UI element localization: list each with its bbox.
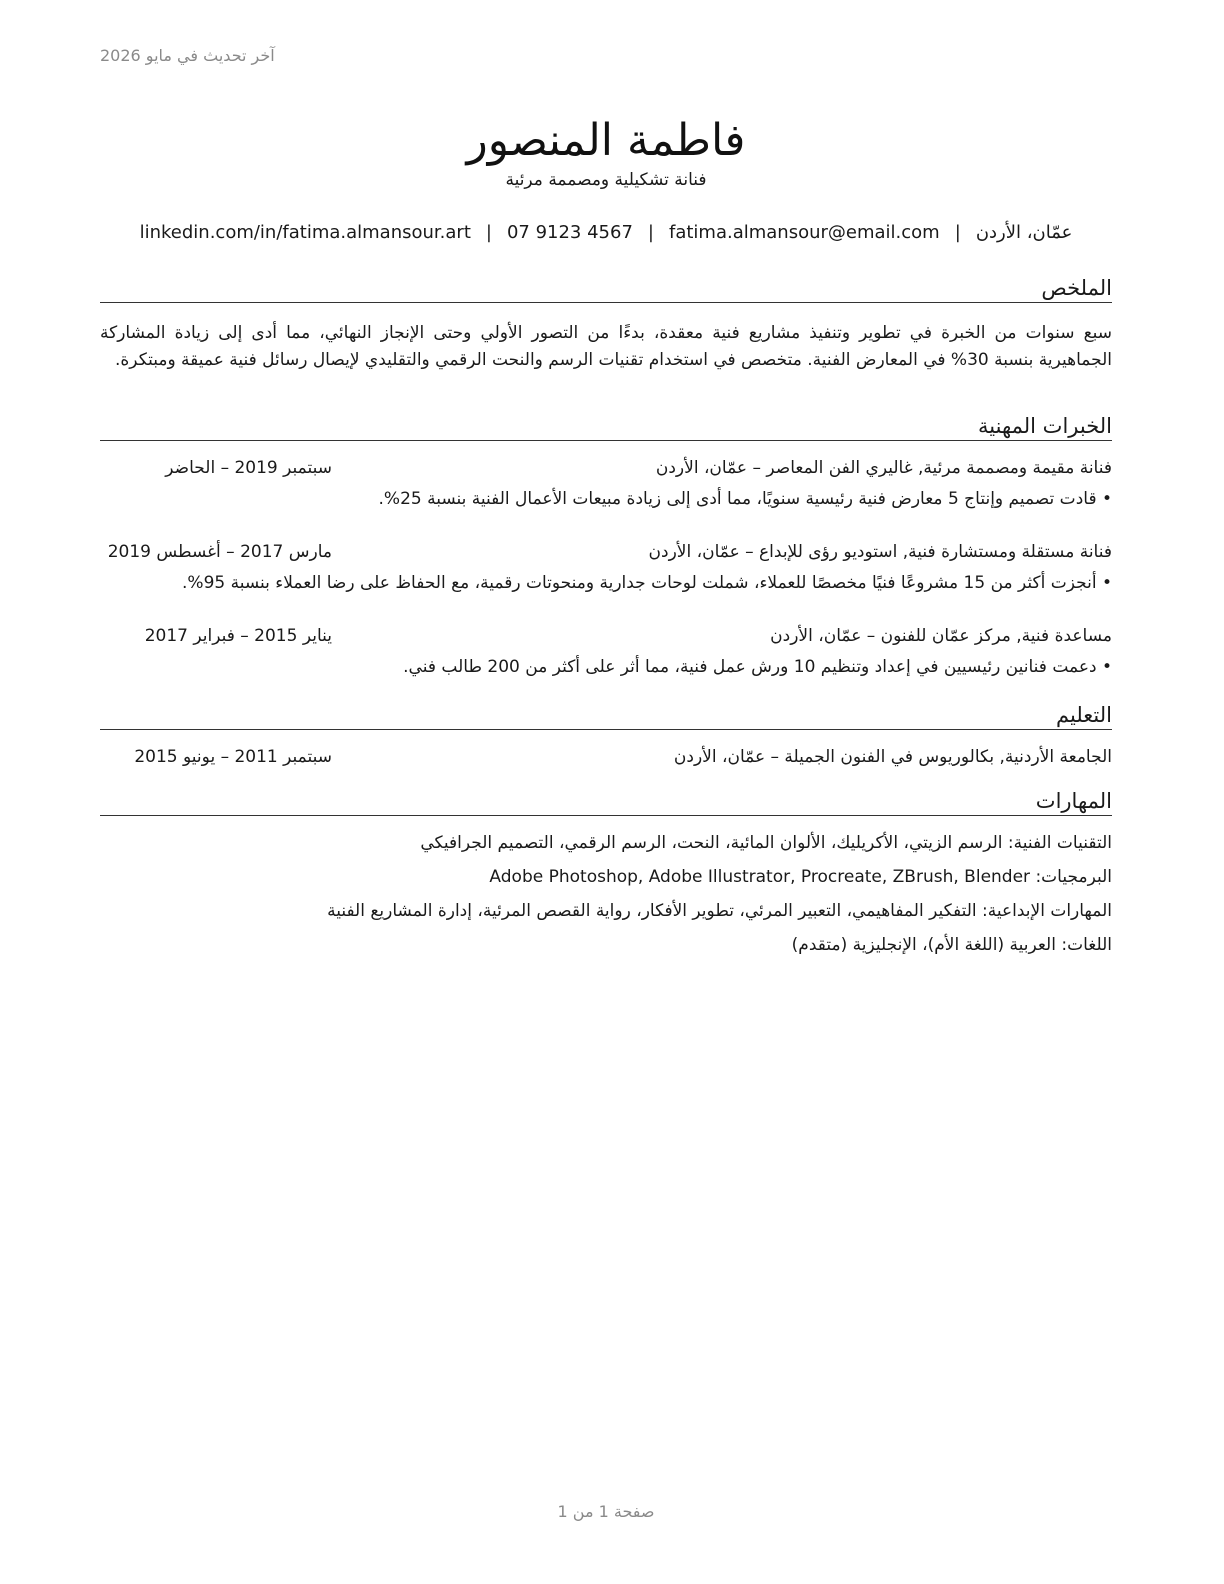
experience-role: فنانة مستقلة ومستشارة فنية, استوديو رؤى للإبداع – عمّان، الأردن: [648, 542, 1112, 562]
page-footer: صفحة 1 من 1: [557, 1502, 655, 1521]
person-name: فاطمة المنصور: [466, 115, 746, 167]
experience-bullet: • أنجزت أكثر من 15 مشروعًا فنيًا مخصصًا للعملاء، شملت لوحات جدارية ومنحوتات رقمية، مع الحفاظ على رضا العملاء بنسبة 95%.: [182, 573, 1112, 593]
section-title-education: التعليم: [100, 703, 1112, 730]
experience-dates: يناير 2015 – فبراير 2017: [144, 626, 332, 646]
contact-phone: 07 9123 4567: [506, 222, 633, 243]
contact-linkedin[interactable]: linkedin.com/in/fatima.almansour.art: [139, 222, 471, 243]
section-title-experience: الخبرات المهنية: [100, 414, 1112, 441]
skill-software-label: البرمجيات:: [1035, 867, 1112, 887]
experience-item: [100, 626, 1112, 654]
summary-text: سبع سنوات من الخبرة في تطوير وتنفيذ مشاريع فنية معقدة، بدءًا من التصور الأولي وحتى الإنجاز النهائي، مما أدى إلى زيادة المشاركة الجماهيرية بنسبة 30% في المعارض الفنية. متخصص في استخدام تقنيات الرسم والنحت الرقمي والتقليدي لإيصال رسائل فنية عميقة ومبتكرة.: [100, 323, 1112, 370]
experience-role: مساعدة فنية, مركز عمّان للفنون – عمّان، الأردن: [770, 626, 1112, 646]
experience-dates: سبتمبر 2019 – الحاضر: [165, 458, 332, 478]
experience-item: [100, 542, 1112, 570]
contact-location: عمّان، الأردن: [975, 222, 1073, 243]
experience-role: فنانة مقيمة ومصممة مرئية, غاليري الفن المعاصر – عمّان، الأردن: [655, 458, 1112, 478]
contact-email[interactable]: fatima.almansour@email.com: [669, 222, 940, 243]
section-title-summary: الملخص: [100, 276, 1112, 303]
section-title-skills: المهارات: [100, 789, 1112, 816]
education-item: [100, 747, 1112, 775]
last-updated: آخر تحديث في مايو 2026: [100, 46, 275, 65]
contact-separator: |: [485, 222, 492, 243]
skill-software-list: Adobe Photoshop, Adobe Illustrator, Procreate, ZBrush, Blender: [489, 867, 1031, 887]
contact-separator: |: [647, 222, 654, 243]
job-subtitle: فنانة تشكيلية ومصممة مرئية: [505, 170, 707, 190]
contact-separator: |: [954, 222, 961, 243]
skill-languages: اللغات: العربية (اللغة الأم)، الإنجليزية (متقدم): [791, 935, 1112, 955]
experience-bullet: • قادت تصميم وإنتاج 5 معارض فنية رئيسية سنويًا، مما أدى إلى زيادة مبيعات الأعمال الفنية بنسبة 25%.: [378, 489, 1112, 509]
experience-dates: مارس 2017 – أغسطس 2019: [107, 542, 332, 562]
skill-creative: المهارات الإبداعية: التفكير المفاهيمي، التعبير المرئي، تطوير الأفكار، رواية القصص المرئية، إدارة المشاريع الفنية: [327, 901, 1112, 921]
experience-item: [100, 458, 1112, 486]
education-degree: الجامعة الأردنية, بكالوريوس في الفنون الجميلة – عمّان، الأردن: [673, 747, 1112, 767]
contact-line: [100, 222, 1112, 243]
education-dates: سبتمبر 2011 – يونيو 2015: [134, 747, 332, 767]
experience-bullet: • دعمت فنانين رئيسيين في إعداد وتنظيم 10 ورش عمل فنية، مما أثر على أكثر من 200 طالب فني.: [403, 657, 1112, 677]
skill-software: [489, 867, 1112, 887]
skill-techniques: التقنيات الفنية: الرسم الزيتي، الأكريليك، الألوان المائية، النحت، الرسم الرقمي، التصميم الجرافيكي: [420, 833, 1112, 853]
